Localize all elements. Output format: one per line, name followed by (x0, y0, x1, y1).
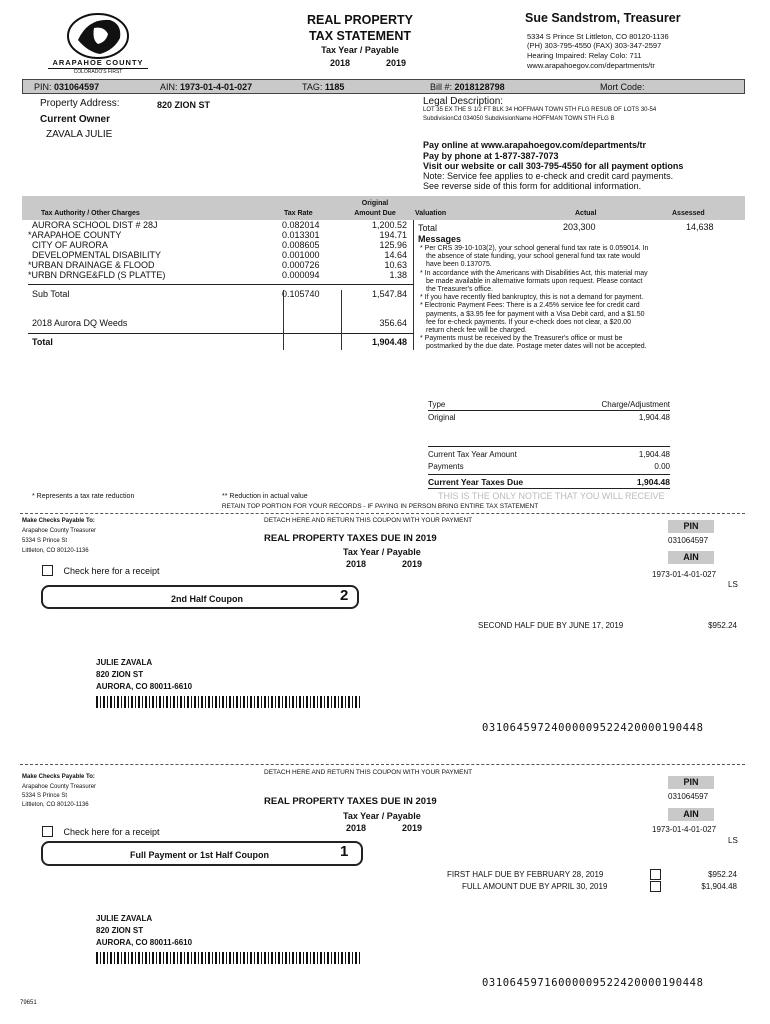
payee-name: Arapahoe County Treasurer (22, 784, 97, 790)
row-name: *URBAN DRAINAGE & FLOOD (28, 260, 155, 270)
receipt-checkbox[interactable] (42, 565, 53, 576)
ain-value: 1973-01-4-01-027 (180, 82, 253, 92)
adj-divider (428, 474, 670, 475)
row-rate: 0.082014 (282, 220, 320, 230)
receipt-label: Check here for a receipt (63, 827, 160, 837)
message-line: * If you have recently filed bankruptcy, this is not a demand for payment. (420, 294, 644, 302)
detach-line (20, 513, 745, 514)
legal-line1: LOT 35 EX THE S 1/2 FT BLK 34 HOFFMAN TOWN 5TH FLG RESUB OF LOTS 30-54 (423, 107, 657, 113)
table-vline (413, 220, 414, 350)
ain-row (160, 82, 252, 92)
treasurer-name: Sue Sandstrom, Treasurer (525, 11, 681, 25)
coupon-pin: 031064597 (668, 792, 709, 801)
taxes-due-heading: REAL PROPERTY TAXES DUE IN 2019 (264, 533, 437, 544)
current-amount: 1,904.48 (638, 450, 670, 459)
current-owner: ZAVALA JULIE (46, 129, 113, 140)
tax-year-label: Tax Year / Payable (321, 45, 399, 55)
payee-address2: Littleton, CO 80120-1136 (22, 802, 89, 808)
service-fee-note: Note: Service fee applies to e-check and credit card payments. (423, 171, 674, 181)
message-line: * Payments must be received by the Treasurer's office or must be (420, 335, 623, 343)
table-row (28, 220, 413, 230)
first-half-due: FIRST HALF DUE BY FEBRUARY 28, 2019 (447, 870, 604, 879)
subtotal-amount: 1,547.84 (371, 289, 407, 299)
message-line: fee for e-check payments. If your e-check does not clear, a $20.00 (426, 318, 632, 326)
tag-row (302, 82, 344, 92)
coupon-tax-year: 2018 (346, 823, 367, 833)
row-name: *URBN DRNGE&FLD (S PLATTE) (28, 270, 166, 280)
receipt-checkbox[interactable] (42, 826, 53, 837)
retain-note: RETAIN TOP PORTION FOR YOUR RECORDS - IF PAYING IN PERSON BRING ENTIRE TAX STATEMENT (221, 503, 539, 510)
coupon-1-label: Full Payment or 1st Half Coupon (130, 850, 270, 860)
col-actual: Actual (575, 210, 597, 217)
table-row (28, 240, 413, 250)
county-tagline: COLORADO'S FIRST (48, 68, 148, 75)
coupon-pin: 031064597 (668, 536, 709, 545)
row-name: AURORA SCHOOL DIST # 28J (32, 220, 158, 230)
coupon-payable-year: 2019 (402, 823, 423, 833)
message-line: * In accordance with the Americans with Disabilities Act, this material may (420, 269, 648, 277)
table-row (28, 230, 413, 240)
make-checks-label: Make Checks Payable To: (22, 518, 95, 524)
table-row (28, 250, 413, 260)
county-name: ARAPAHOE COUNTY (52, 58, 144, 67)
pin-badge: PIN (668, 520, 714, 533)
full-amount-checkbox[interactable] (650, 881, 661, 892)
payable-year: 2019 (386, 58, 407, 68)
messages-label: Messages (418, 234, 462, 244)
receipt-checkbox-row[interactable] (42, 824, 160, 842)
receipt-label: Check here for a receipt (63, 566, 160, 576)
row-rate: 0.000094 (282, 270, 320, 280)
payments-amount: 0.00 (654, 462, 670, 471)
payments-label: Payments (428, 462, 464, 471)
mail-owner-name: JULIE ZAVALA (96, 914, 153, 923)
col-authority: Tax Authority / Other Charges (41, 210, 140, 217)
message-line: the Treasurer's office. (426, 286, 493, 294)
mail-owner-address1: 820 ZION ST (96, 670, 144, 679)
bill-label: Bill #: (430, 82, 453, 92)
table-row (28, 270, 413, 280)
mail-owner-address2: AURORA, CO 80011-6610 (96, 938, 193, 947)
adj-original-amount: 1,904.48 (638, 413, 670, 422)
tax-table-rows (28, 220, 413, 280)
only-notice: THIS IS THE ONLY NOTICE THAT YOU WILL RECEIVE (438, 491, 665, 501)
row-amount: 125.96 (379, 240, 407, 250)
adj-divider (428, 488, 670, 489)
treasurer-hearing: Hearing Impaired: Relay Colo: 711 (527, 51, 642, 60)
coupon-1-number: 1 (340, 843, 349, 860)
pay-online[interactable]: Pay online at www.arapahoegov.com/departments/tr (423, 140, 647, 150)
form-code: 79651 (20, 1000, 37, 1006)
treasurer-phone: (PH) 303-795-4550 (FAX) 303-347-2597 (527, 41, 662, 50)
message-line: have been 0.137075. (426, 261, 492, 269)
message-line: payments, a $3.95 fee for payment with a Visa Debit card, and a $1.50 (426, 310, 645, 318)
row-amount: 1,200.52 (371, 220, 407, 230)
col-rate: Tax Rate (284, 210, 313, 217)
property-address-label: Property Address: (40, 98, 120, 109)
pin-badge: PIN (668, 776, 714, 789)
total-label: Total (32, 337, 53, 347)
weeds-label: 2018 Aurora DQ Weeds (32, 318, 128, 328)
taxes-due-amount: 1,904.48 (636, 477, 670, 487)
detach-line (20, 764, 745, 765)
tag-label: TAG: (302, 82, 323, 92)
table-row (28, 260, 413, 270)
ain-badge: AIN (668, 551, 714, 564)
scanline: 03106459724000009522420000190448 (482, 722, 704, 734)
row-rate: 0.000726 (282, 260, 320, 270)
adj-divider (428, 446, 670, 447)
subtotal-label: Sub Total (32, 289, 70, 299)
row-amount: 1.38 (389, 270, 407, 280)
second-half-amount: $952.24 (708, 621, 737, 630)
message-line: the absence of state funding, your school general fund tax rate would (426, 253, 641, 261)
table-divider (28, 333, 413, 334)
col-valuation: Valuation (415, 210, 447, 217)
receipt-checkbox-row[interactable] (42, 563, 160, 581)
pin-value: 031064597 (54, 82, 100, 92)
make-checks-label: Make Checks Payable To: (22, 774, 95, 780)
treasurer-address: 5334 S Prince St Littleton, CO 80120-1136 (527, 32, 669, 41)
coupon-ain: 1973-01-4-01-027 (652, 825, 717, 834)
mail-owner-address2: AURORA, CO 80011-6610 (96, 682, 193, 691)
row-name: CITY OF AURORA (32, 240, 108, 250)
actual-reduction-note: ** Reduction in actual value (222, 493, 308, 500)
rate-reduction-note: * Represents a tax rate reduction (32, 493, 135, 500)
mail-owner-name: JULIE ZAVALA (96, 658, 153, 667)
row-name: *ARAPAHOE COUNTY (28, 230, 122, 240)
subtotal-rate: 0.105740 (282, 289, 320, 299)
bill-row (430, 82, 505, 92)
postal-barcode (96, 952, 360, 964)
message-line: * Per CRS 39-10-103(2), your school general fund tax rate is 0.059014. In (420, 245, 649, 252)
col-original-top: Original (361, 200, 389, 207)
row-name: DEVELOPMENTAL DISABILITY (32, 250, 162, 260)
tax-year: 2018 (330, 58, 351, 68)
valuation-assessed: 14,638 (686, 222, 714, 232)
ls-code: LS (728, 580, 738, 589)
legal-label: Legal Description: (423, 96, 504, 107)
treasurer-website: www.arapahoegov.com/departments/tr (527, 61, 655, 70)
first-half-checkbox[interactable] (650, 869, 661, 880)
adj-original-label: Original (428, 413, 456, 422)
coupon-ain: 1973-01-4-01-027 (652, 570, 717, 579)
pin-label: PIN: (34, 82, 52, 92)
property-address: 820 ZION ST (157, 100, 211, 110)
detach-instruction: DETACH HERE AND RETURN THIS COUPON WITH YOUR PAYMENT (264, 517, 473, 524)
ain-label: AIN: (160, 82, 178, 92)
message-line: postmarked by the due date. Postage meter dates will not be accepted. (426, 343, 647, 351)
row-rate: 0.001000 (282, 250, 320, 260)
weeds-amount: 356.64 (379, 318, 407, 328)
col-original-bottom: Amount Due (354, 210, 396, 217)
message-line: be made available in alternative formats upon request. Please contact (426, 277, 643, 285)
postal-barcode (96, 696, 360, 708)
second-half-due: SECOND HALF DUE BY JUNE 17, 2019 (478, 621, 624, 630)
taxes-due-label: Current Year Taxes Due (428, 477, 524, 487)
table-vline (341, 290, 342, 350)
message-line: * Electronic Payment Fees: There is a 2.45% service fee for credit card (420, 302, 640, 310)
coupon-year-label: Tax Year / Payable (343, 547, 421, 557)
scanline: 03106459716000009522420000190448 (482, 977, 704, 989)
payee-address1: 5334 S Prince St (22, 538, 68, 544)
coupon-tax-year: 2018 (346, 559, 367, 569)
valuation-actual: 203,300 (563, 222, 596, 232)
row-amount: 14.64 (384, 250, 407, 260)
adj-divider (428, 410, 670, 411)
adj-charge-label: Charge/Adjustment (601, 400, 670, 409)
pin-row (34, 82, 99, 92)
ain-badge: AIN (668, 808, 714, 821)
reverse-side-note: See reverse side of this form for additional information. (423, 181, 642, 191)
detach-instruction: DETACH HERE AND RETURN THIS COUPON WITH YOUR PAYMENT (264, 769, 473, 776)
payee-address2: Littleton, CO 80120-1136 (22, 548, 89, 554)
county-logo (48, 10, 148, 76)
adj-type-label: Type (428, 400, 446, 409)
tag-value: 1185 (324, 82, 345, 92)
row-rate: 0.008605 (282, 240, 320, 250)
visit-website: Visit our website or call 303-795-4550 for all payment options (423, 161, 684, 171)
messages-list (420, 245, 740, 352)
row-rate: 0.013301 (282, 230, 320, 240)
first-half-amount: $952.24 (708, 870, 737, 879)
mort-code-label: Mort Code: (600, 82, 645, 92)
full-amount-value: $1,904.48 (701, 882, 737, 891)
ls-code: LS (728, 836, 738, 845)
coupon-year-label: Tax Year / Payable (343, 811, 421, 821)
coupon-2-label: 2nd Half Coupon (171, 594, 243, 604)
mail-owner-address1: 820 ZION ST (96, 926, 144, 935)
total-amount: 1,904.48 (371, 337, 407, 347)
payee-name: Arapahoe County Treasurer (22, 528, 97, 534)
current-owner-label: Current Owner (40, 114, 111, 125)
row-amount: 10.63 (384, 260, 407, 270)
valuation-total-label: Total (418, 223, 438, 233)
legal-line2: SubdivisionCd 034050 SubdivisionName HOFFMAN TOWN 5TH FLG B (423, 116, 615, 122)
coupon-payable-year: 2019 (402, 559, 423, 569)
title-line2: TAX STATEMENT (308, 29, 412, 43)
row-amount: 194.71 (379, 230, 407, 240)
current-amount-label: Current Tax Year Amount (428, 450, 517, 459)
taxes-due-heading: REAL PROPERTY TAXES DUE IN 2019 (264, 796, 437, 807)
message-line: return check fee will be charged. (426, 327, 527, 335)
full-amount-due: FULL AMOUNT DUE BY APRIL 30, 2019 (462, 882, 608, 891)
payee-address1: 5334 S Prince St (22, 793, 68, 799)
col-assessed: Assessed (672, 210, 705, 217)
pay-by-phone: Pay by phone at 1-877-387-7073 (423, 151, 559, 161)
table-vline (283, 290, 284, 350)
table-divider (28, 284, 413, 285)
bill-value: 2018128798 (454, 82, 505, 92)
coupon-2-number: 2 (340, 587, 349, 604)
county-seal-icon (48, 10, 148, 60)
title-line1: REAL PROPERTY (306, 13, 414, 27)
